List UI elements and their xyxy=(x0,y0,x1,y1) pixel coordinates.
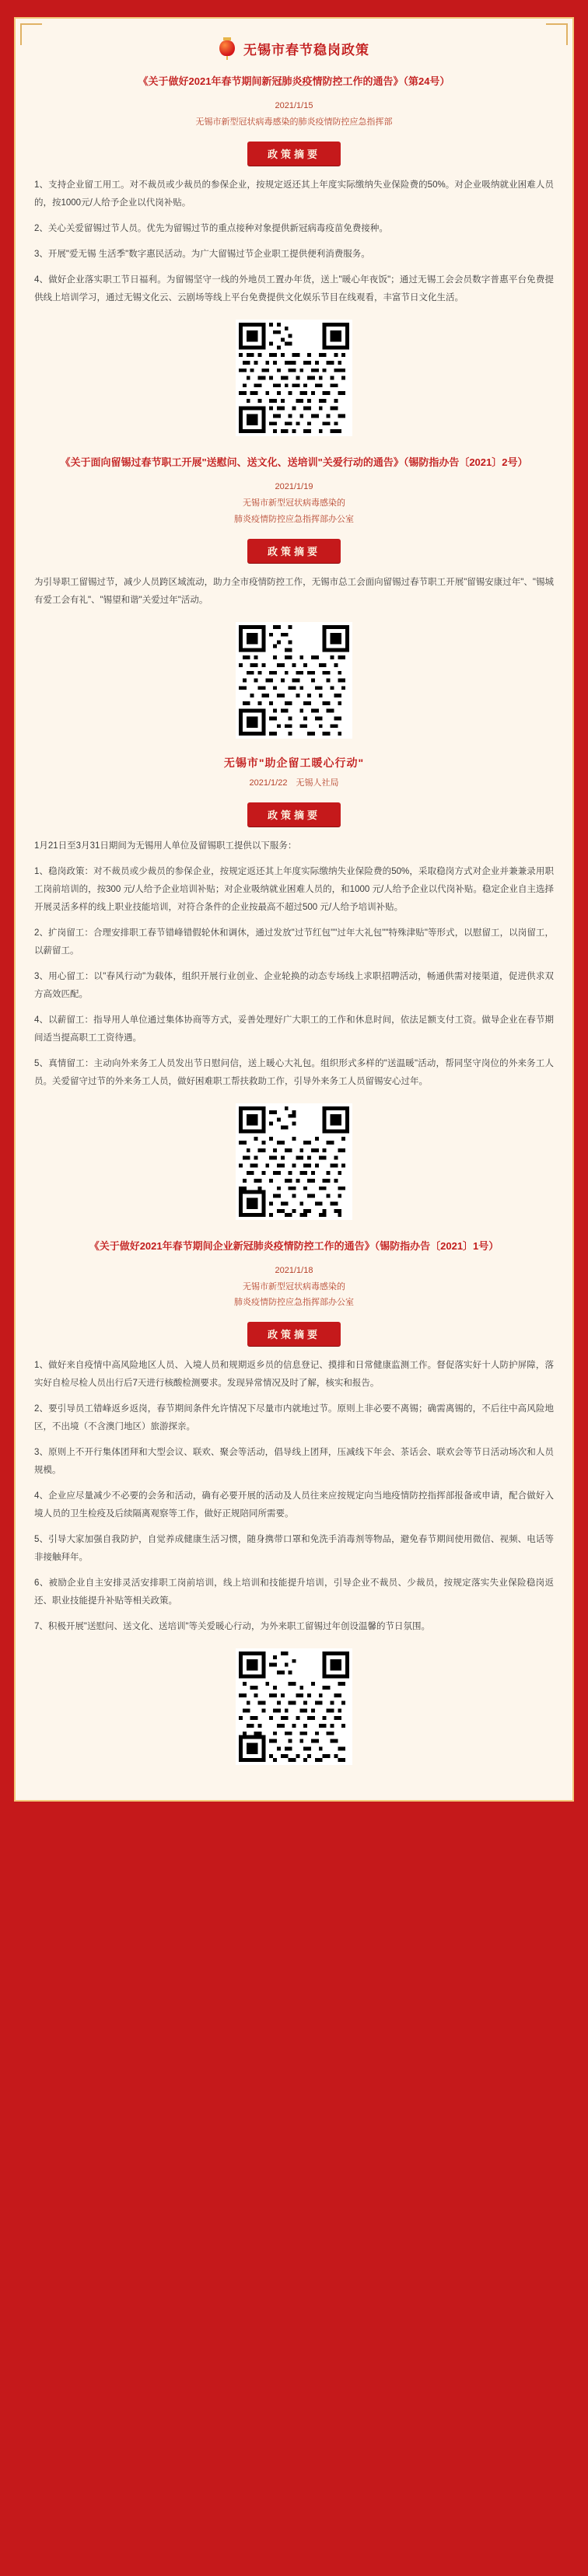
paragraph: 4、以薪留工：指导用人单位通过集体协商等方式，妥善处理好广大职工的工作和休息时间，依法足额支付工资。做导企业在春节期间适当提高职工工资待遇。 xyxy=(34,1015,554,1043)
section-meta xyxy=(33,479,555,528)
section-issuer: 无锡市新型冠状病毒感染的肺炎疫情防控应急指挥部 xyxy=(195,117,393,127)
badge-wrap xyxy=(33,539,555,563)
paragraph: 6、被励企业自主安排灵活安排职工岗前培训，线上培训和技能提升培训，引导企业不裁员、少裁员，按规定落实失业保险稳岗返还、职业技能提升补贴等相关政策。 xyxy=(34,1578,554,1606)
section-meta xyxy=(33,775,555,792)
paragraph: 1月21日至3月31日期间为无锡用人单位及留锡职工提供以下服务： xyxy=(34,841,297,851)
section-notice-caring xyxy=(33,454,555,743)
poster-frame xyxy=(14,17,574,1802)
paragraph: 2、要引导员工错峰返乡返岗，春节期间条件允许情况下尽量市内就地过节。原则上非必要不离锡；确需离锡的，不后往中高风险地区，不出境（不含澳门地区）旅游探亲。 xyxy=(34,1404,554,1432)
paragraph: 1、稳岗政策：对不裁员或少裁员的参保企业，按规定返还其上年度实际缴纳失业保险费的50%，采取稳岗方式对企业并兼兼录用职工岗前培训的，按300 元/人给予企业培训补贴；对企业吸纳就业困难人员的，和1000 元/人给予企业以代岗补贴。稳定企业自主选择开展灵活多样的线上职业技能培训，对符合条件的企业按最高不超过500 元/人给予培训补贴。 xyxy=(34,866,554,912)
page-title-text: 无锡市春节稳岗政策 xyxy=(243,42,369,58)
paragraph: 4、企业应尽量减少不必要的会务和活动，确有必要开展的活动及人员往来应按规定向当地疫情防控指挥部报备或申请，配合做好入境人员的卫生检疫及后续隔离观察等工作，做好正规陪同所需要。 xyxy=(34,1491,554,1519)
paragraph: 3、开展"爱无锡 生活季"数字惠民活动。为广大留锡过节企业职工提供便利消费服务。 xyxy=(34,249,370,259)
status-badge: 政策摘要 xyxy=(247,802,341,827)
section-issuer: 无锡市新型冠状病毒感染的 xyxy=(243,498,345,508)
section-notice-24 xyxy=(33,73,555,440)
section-date: 2021/1/15 xyxy=(275,101,313,111)
section-title: 《关于做好2021年春节期间企业新冠肺炎疫情防控工作的通告》（锡防指办告〔2021〕1号） xyxy=(89,1239,499,1252)
paragraph: 2、扩岗留工：合理安排职工春节错峰错假轮休和调休，通过发放"过节红包""过年大礼包""特殊津贴"等形式，以慰留工，以岗留工，以薪留工。 xyxy=(34,928,554,956)
qr-code[interactable] xyxy=(236,320,352,436)
qr-code[interactable] xyxy=(236,1103,352,1220)
status-badge: 政策摘要 xyxy=(247,539,341,563)
paragraph: 2、关心关爱留锡过节人员。优先为留锡过节的重点接种对象提供新冠病毒疫苗免费接种。 xyxy=(34,223,388,233)
paragraph: 5、引导大家加强自我防护，自觉养成健康生活习惯，随身携带口罩和免洗手消毒剂等物品，避免春节期间使用微信、视频、电话等非接触拜年。 xyxy=(34,1535,554,1563)
qr-wrap xyxy=(33,1648,555,1769)
section-date: 2021/1/22 无锡人社局 xyxy=(249,778,339,788)
lantern-icon xyxy=(219,37,236,59)
section-issuer: 肺炎疫情防控应急指挥部办公室 xyxy=(234,1298,354,1308)
qr-wrap xyxy=(33,320,555,440)
section-title: 《关于做好2021年春节期间新冠肺炎疫情防控工作的通告》（第24号） xyxy=(138,75,450,87)
badge-wrap xyxy=(33,142,555,166)
section-title: 《关于面向留锡过春节职工开展"送慰问、送文化、送培训"关爱行动的通告》（锡防指办告〔2021〕2号） xyxy=(60,456,528,468)
qr-wrap xyxy=(33,622,555,743)
paragraph: 7、积极开展"送慰问、送文化、送培训"等关爱暖心行动，为外来职工留锡过年创设温馨的节日氛围。 xyxy=(34,1622,431,1632)
badge-wrap xyxy=(33,1322,555,1346)
section-date: 2021/1/19 xyxy=(275,481,313,491)
section-notice-2021-1 xyxy=(33,1238,555,1770)
status-badge: 政策摘要 xyxy=(247,142,341,166)
status-badge: 政策摘要 xyxy=(247,1322,341,1346)
page-title xyxy=(33,37,555,59)
paragraph: 3、原则上不开行集体团拜和大型会议、联欢、聚会等活动，倡导线上团拜，压减线下年会、茶话会、联欢会等节日活动场次和人员规模。 xyxy=(34,1448,554,1476)
section-date: 2021/1/18 xyxy=(275,1265,313,1275)
paragraph: 1、做好来自疫情中高风险地区人员、入境人员和规期返乡员的信息登记、摸排和日常健康监测工作。督促落实好十人防护屏障，落实好自检尽检人员出行后7天进行核酸检测要求。发现异常情况及时了解，核实和报告。 xyxy=(34,1361,554,1389)
section-meta xyxy=(33,98,555,131)
section-issuer: 无锡市新型冠状病毒感染的 xyxy=(243,1281,345,1291)
paragraph: 1、支持企业留工用工。对不裁员或少裁员的参保企业，按规定返还其上年度实际缴纳失业保险费的50%。对企业吸纳就业困难人员的，按1000元/人给予企业以代岗补贴。 xyxy=(34,180,554,208)
qr-code[interactable] xyxy=(236,1648,352,1765)
section-worker-warmth xyxy=(33,755,555,1224)
qr-code[interactable] xyxy=(236,622,352,739)
section-subtitle: 无锡市"助企留工暖心行动" xyxy=(223,756,365,769)
badge-wrap xyxy=(33,802,555,827)
paragraph: 为引导职工留锡过节，减少人员跨区域流动，助力全市疫情防控工作，无锡市总工会面向留锡过春节职工开展"留锡安康过年"、"锡城有爱工会有礼"、"锡望和谐"关爱过年"活动。 xyxy=(34,577,554,605)
section-issuer: 肺炎疫情防控应急指挥部办公室 xyxy=(234,514,354,524)
paragraph: 4、做好企业落实职工节日福利。为留锡坚守一线的外地员工置办年货，送上"暖心年夜饭"；通过无锡工会会员数字普惠平台免费提供线上培训学习，通过无锡文化云、云剧场等线上平台免费提供文化娱乐节目在线观看，丰富节日文化生活。 xyxy=(34,274,554,302)
qr-wrap xyxy=(33,1103,555,1224)
section-meta xyxy=(33,1263,555,1312)
paragraph: 5、真情留工：主动向外来务工人员发出节日慰问信，送上暖心大礼包。组织形式多样的"送温暖"活动，帮同坚守岗位的外来务工人员。关爱留守过节的外来务工人员，做好困难职工帮扶救助工作，引导外来务工人员留锡安心过年。 xyxy=(34,1058,554,1086)
paragraph: 3、用心留工：以"春风行动"为载体，组织开展行业创业、企业轮换的动态专场线上求职招聘活动，畅通供需对接渠道，促进供求双方高效匹配。 xyxy=(34,971,554,999)
